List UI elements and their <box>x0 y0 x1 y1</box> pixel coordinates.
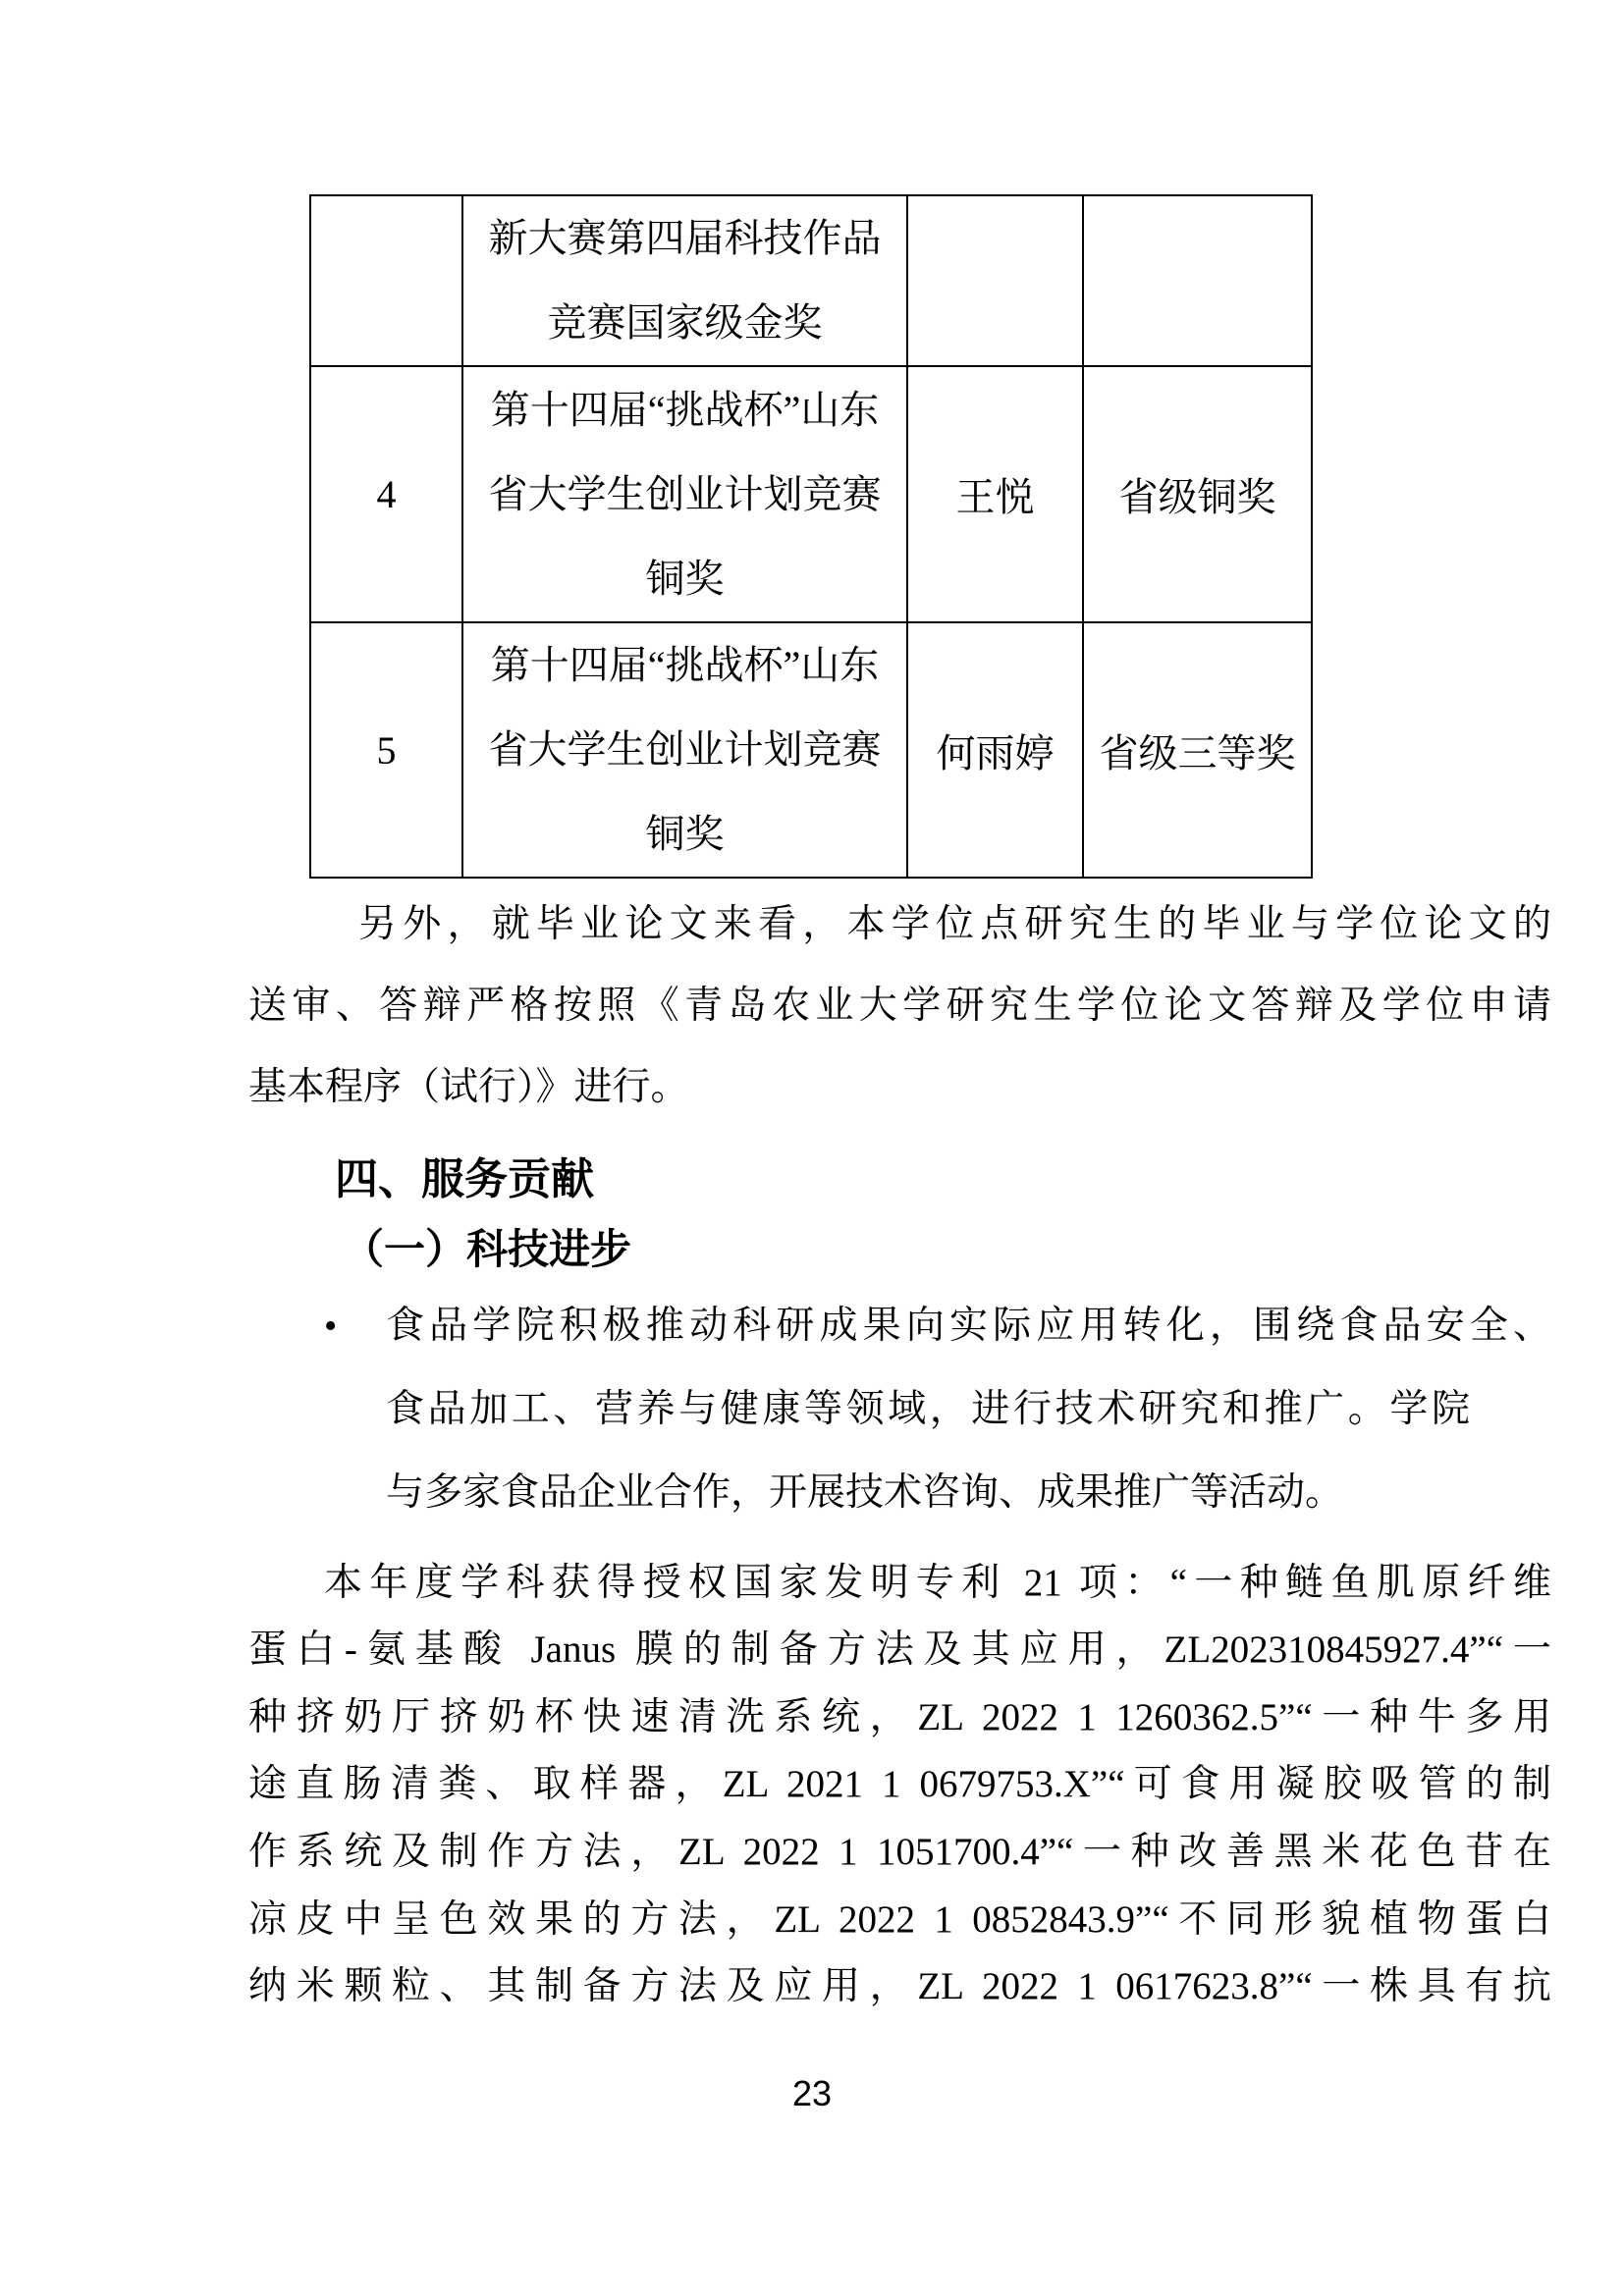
cell-name <box>907 195 1083 366</box>
paragraph-line: 送审、答辩严格按照《青岛农业大学研究生学位论文答辩及学位申请 <box>248 985 1551 1027</box>
paragraph-line: 纳米颗粒、其制备方法及应用，ZL 2022 1 0617623.8”“一株具有抗 <box>248 1965 1551 2007</box>
award-line: 第十四届“挑战杯”山东 <box>490 387 880 432</box>
page-number: 23 <box>791 2073 833 2113</box>
paragraph-line: 本年度学科获得授权国家发明专利 21 项：“一种鲢鱼肌原纤维 <box>324 1562 1551 1604</box>
paragraph-line: 另外，就毕业论文来看，本学位点研究生的毕业与学位论文的 <box>358 903 1551 945</box>
award-line: 省大学生创业计划竞赛 <box>488 727 882 772</box>
cell-award <box>462 622 907 878</box>
bullet-line: 食品加工、营养与健康等领域，进行技术研究和推广。学院 <box>386 1388 1470 1430</box>
award-level: 省级三等奖 <box>1099 730 1296 775</box>
award-line: 新大赛第四届科技作品 <box>488 216 882 260</box>
bullet-icon: • <box>324 1306 338 1347</box>
awardee-name: 何雨婷 <box>936 730 1055 775</box>
cell-number <box>310 622 462 878</box>
table-row <box>310 622 1312 878</box>
cell-number <box>310 195 462 366</box>
table-row <box>310 366 1312 622</box>
cell-level <box>1083 366 1312 622</box>
cell-award <box>462 366 907 622</box>
paragraph-line: 凉皮中呈色效果的方法，ZL 2022 1 0852843.9”“不同形貌植物蛋白 <box>248 1898 1551 1941</box>
row-number: 5 <box>376 727 397 773</box>
cell-level <box>1083 195 1312 366</box>
cell-number <box>310 366 462 622</box>
bullet-line: 食品学院积极推动科研成果向实际应用转化，围绕食品安全、 <box>386 1305 1551 1347</box>
award-line: 第十四届“挑战杯”山东 <box>490 643 880 687</box>
paragraph-line: 种挤奶厅挤奶杯快速清洗系统，ZL 2022 1 1260362.5”“一种牛多用 <box>248 1696 1551 1738</box>
award-line: 铜奖 <box>645 812 725 856</box>
cell-name <box>907 622 1083 878</box>
paragraph-line: 作系统及制作方法，ZL 2022 1 1051700.4”“一种改善黑米花色苷在 <box>248 1831 1551 1873</box>
award-line: 铜奖 <box>645 556 725 601</box>
awardee-name: 王悦 <box>955 475 1035 519</box>
subsection-heading: （一）科技进步 <box>343 1226 632 1272</box>
awards-table <box>309 194 1313 879</box>
bullet-line: 与多家食品企业合作，开展技术咨询、成果推广等活动。 <box>386 1471 1344 1514</box>
award-line: 省大学生创业计划竞赛 <box>488 471 882 516</box>
paragraph-line: 基本程序（试行）》进行。 <box>248 1066 689 1108</box>
cell-name <box>907 366 1083 622</box>
row-number: 4 <box>376 472 397 516</box>
award-line: 竞赛国家级金奖 <box>547 300 823 345</box>
section-heading: 四、服务贡献 <box>335 1155 594 1203</box>
award-level: 省级铜奖 <box>1118 475 1276 519</box>
cell-level <box>1083 622 1312 878</box>
paragraph-line: 蛋白-氨基酸 Janus 膜的制备方法及其应用，ZL202310845927.4”“一 <box>248 1629 1551 1671</box>
table-row <box>310 195 1312 366</box>
cell-award <box>462 195 907 366</box>
paragraph-line: 途直肠清粪、取样器，ZL 2021 1 0679753.X”“可食用凝胶吸管的制 <box>248 1763 1551 1805</box>
